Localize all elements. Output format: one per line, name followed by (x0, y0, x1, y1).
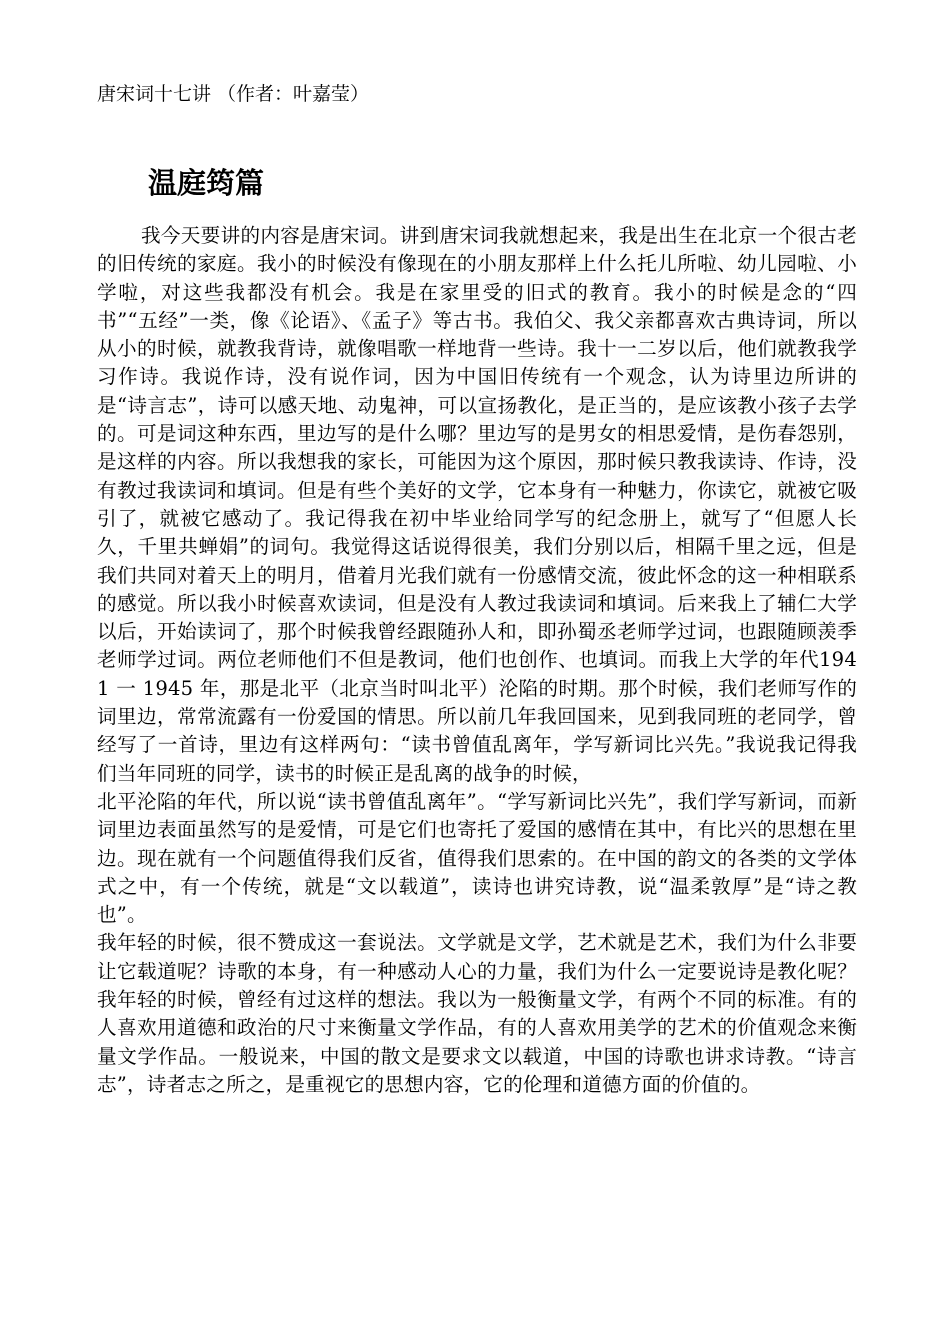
paragraph: 我年轻的时候，很不赞成这一套说法。文学就是文学，艺术就是艺术，我们为什么非要让它载道呢？诗歌的本身，有一种感动人心的力量，我们为什么一定要说诗是教化呢？我年轻的时候，曾经有过这样的想法。我以为一般衡量文学，有两个不同的标准。有的人喜欢用道德和政治的尺寸来衡量文学作品，有的人喜欢用美学的艺术的价值观念来衡量文学作品。一般说来，中国的散文是要求文以载道，中国的诗歌也讲求诗教。“诗言志”，诗者志之所之，是重视它的思想内容，它的伦理和道德方面的价值的。 (97, 931, 857, 1096)
body-text (97, 222, 857, 1099)
document-header: 唐宋词十七讲 （作者：叶嘉莹） (97, 83, 370, 105)
chapter-title: 温庭筠篇 (148, 166, 265, 200)
paragraph: 我今天要讲的内容是唐宋词。讲到唐宋词我就想起来，我是出生在北京一个很古老的旧传统的家庭。我小的时候没有像现在的小朋友那样上什么托儿所啦、幼儿园啦、小学啦，对这些我都没有机会。我是在家里受的旧式的教育。我小的时候是念的“四书”“五经”一类，像《论语》、《孟子》等古书。我伯父、我父亲都喜欢古典诗词，所以从小的时候，就教我背诗，就像唱歌一样地背一些诗。我十一二岁以后，他们就教我学习作诗。我说作诗，没有说作词，因为中国旧传统有一个观念，认为诗里边所讲的是“诗言志”，诗可以感天地、动鬼神，可以宣扬教化，是正当的，是应该教小孩子去学的。可是词这种东西，里边写的是什么哪？里边写的是男女的相思爱情，是伤春怨别，是这样的内容。所以我想我的家长，可能因为这个原因，那时候只教我读诗、作诗，没有教过我读词和填词。但是有些个美好的文学，它本身有一种魅力，你读它，就被它吸引了，就被它感动了。我记得我在初中毕业给同学写的纪念册上，就写了“但愿人长久，千里共蝉娟”的词句。我觉得这话说得很美，我们分别以后，相隔千里之远，但是我们共同对着天上的明月，借着月光我们就有一份感情交流，彼此怀念的这一种相联系的感觉。所以我小时候喜欢读词，但是没有人教过我读词和填词。后来我上了辅仁大学以后，开始读词了，那个时候我曾经跟随孙人和，即孙蜀丞老师学过词，也跟随顾羡季老师学过词。两位老师他们不但是教词，他们也创作、也填词。而我上大学的年代1941 一 1945 年，那是北平（北京当时叫北平）沦陷的时期。那个时候，我们老师写作的词里边，常常流露有一份爱国的情思。所以前几年我回国来，见到我同班的老同学，曾经写了一首诗，里边有这样两句：“读书曾值乱离年，学写新词比兴先。”我说我记得我们当年同班的同学，读书的时候正是乱离的战争的时候， (97, 224, 857, 785)
paragraph: 北平沦陷的年代，所以说“读书曾值乱离年”。“学写新词比兴先”，我们学写新词，而新词里边表面虽然写的是爱情，可是它们也寄托了爱国的感情在其中，有比兴的思想在里边。现在就有一个问题值得我们反省，值得我们思索的。在中国的韵文的各类的文学体式之中，有一个传统，就是“文以载道”，读诗也讲究诗教，说“温柔敦厚”是“诗之教也”。 (97, 789, 857, 927)
